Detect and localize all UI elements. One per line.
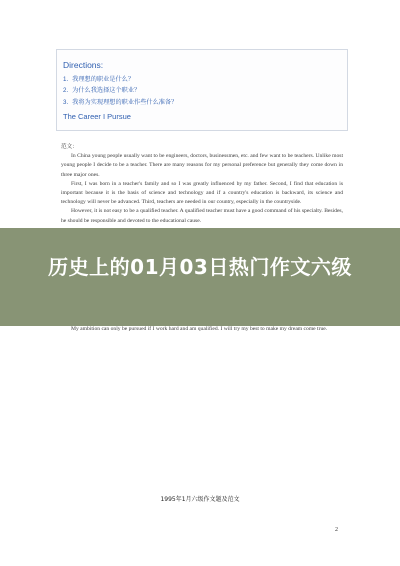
direction-item-text: 为什么我选择这个职业？ — [72, 87, 141, 94]
direction-item-number: 2. — [63, 87, 69, 94]
direction-item-text: 我将为实现理想的职业作些什么准备？ — [72, 99, 178, 106]
directions-title: Directions: — [63, 60, 104, 70]
directions-box — [56, 49, 348, 131]
essay-topic: The Career I Pursue — [63, 112, 131, 121]
direction-item — [63, 85, 140, 94]
essay-paragraph: My ambition can only be pursued if I work hard and am qualified. I will try my best to make my dream come true. — [71, 326, 328, 332]
essay-paragraph: First, I was born in a teacher's family and so I was greatly influenced by my father. Second, I find that education is important because it is the basis of science and technology and if a country's education is backward, its science and technology will never be advanced. Third, teachers are needed in our country, especially in the countryside. — [61, 180, 343, 206]
direction-item-text: 我理想的职业是什么？ — [72, 76, 135, 83]
essay-paragraph: However, it is not easy to be a qualified teacher. A qualified teacher must have a good command of his specialty. Besides, he should be responsible and devoted to the educational cause. — [61, 208, 343, 224]
direction-item-number: 3. — [63, 99, 69, 106]
essay-label: 范文： — [61, 144, 78, 150]
document-caption: 1995年1月六级作文题及范文 — [160, 496, 240, 503]
page-number: 2 — [335, 527, 338, 533]
direction-item — [63, 97, 177, 106]
title-banner — [0, 228, 400, 326]
banner-title: 历史上的01月03日热门作文六级 — [48, 255, 352, 279]
direction-item — [63, 74, 134, 83]
direction-item-number: 1. — [63, 76, 69, 83]
essay-paragraph: In China young people usually want to be engineers, doctors, businessmen, etc. and few want to be teachers. Unlike most young people I decide to be a teacher. There are many reasons for my personal preference but generally they come down in three major ones. — [61, 153, 343, 178]
